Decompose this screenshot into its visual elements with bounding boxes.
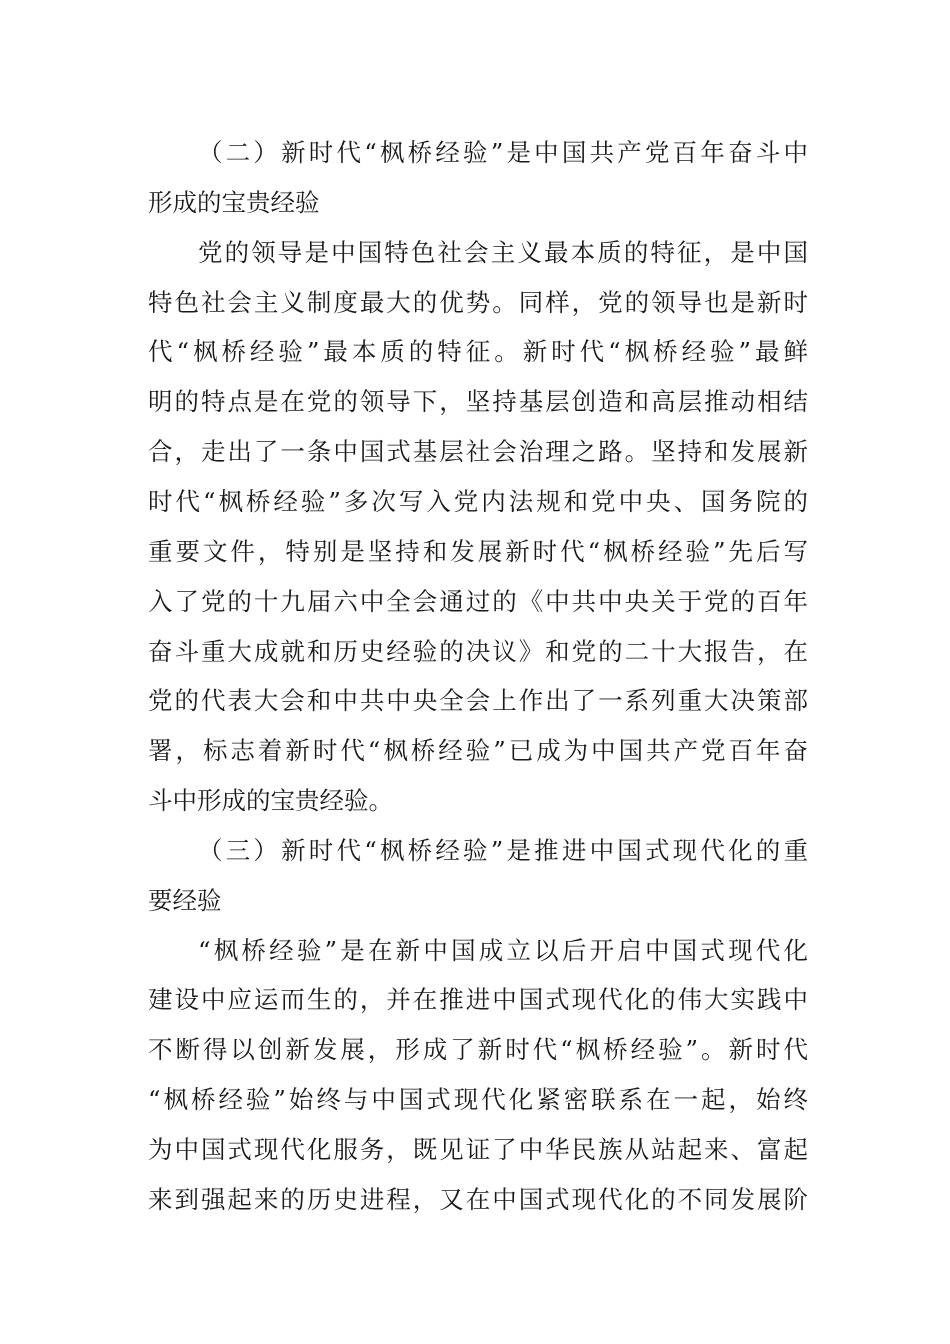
paragraph-line: 不断得以创新发展，形成了新时代“枫桥经验”。新时代	[148, 1035, 808, 1064]
paragraph-line: 来到强起来的历史进程，又在中国式现代化的不同发展阶	[148, 1185, 808, 1214]
section-heading-line: 要经验	[148, 886, 222, 915]
section-heading-line: 形成的宝贵经验	[148, 188, 320, 217]
paragraph-line: 党的领导是中国特色社会主义最本质的特征，是中国	[198, 238, 808, 267]
paragraph-line: 入了党的十九届六中全会通过的《中共中央关于党的百年	[148, 587, 808, 616]
paragraph-line: 署，标志着新时代“枫桥经验”已成为中国共产党百年奋	[148, 736, 808, 765]
paragraph-line: 党的代表大会和中共中央全会上作出了一系列重大决策部	[148, 686, 808, 715]
paragraph-line: 合，走出了一条中国式基层社会治理之路。坚持和发展新	[148, 437, 808, 466]
paragraph-line: 重要文件，特别是坚持和发展新时代“枫桥经验”先后写	[148, 537, 808, 566]
paragraph-line: 建设中应运而生的，并在推进中国式现代化的伟大实践中	[148, 985, 808, 1014]
paragraph-line: 时代“枫桥经验”多次写入党内法规和党中央、国务院的	[148, 487, 808, 516]
paragraph-line: 特色社会主义制度最大的优势。同样，党的领导也是新时	[148, 288, 808, 317]
paragraph-line: 明的特点是在党的领导下，坚持基层创造和高层推动相结	[148, 387, 808, 416]
paragraph-line: “枫桥经验”始终与中国式现代化紧密联系在一起，始终	[148, 1085, 808, 1114]
paragraph-line: 为中国式现代化服务，既见证了中华民族从站起来、富起	[148, 1135, 808, 1164]
paragraph-line: 代“枫桥经验”最本质的特征。新时代“枫桥经验”最鲜	[148, 337, 808, 366]
paragraph-line: 奋斗重大成就和历史经验的决议》和党的二十大报告，在	[148, 637, 808, 666]
section-heading-line: （二）新时代“枫桥经验”是中国共产党百年奋斗中	[198, 138, 808, 167]
paragraph-line: 斗中形成的宝贵经验。	[148, 786, 393, 815]
section-heading-line: （三）新时代“枫桥经验”是推进中国式现代化的重	[198, 836, 808, 865]
paragraph-line: “枫桥经验”是在新中国成立以后开启中国式现代化	[198, 936, 808, 965]
